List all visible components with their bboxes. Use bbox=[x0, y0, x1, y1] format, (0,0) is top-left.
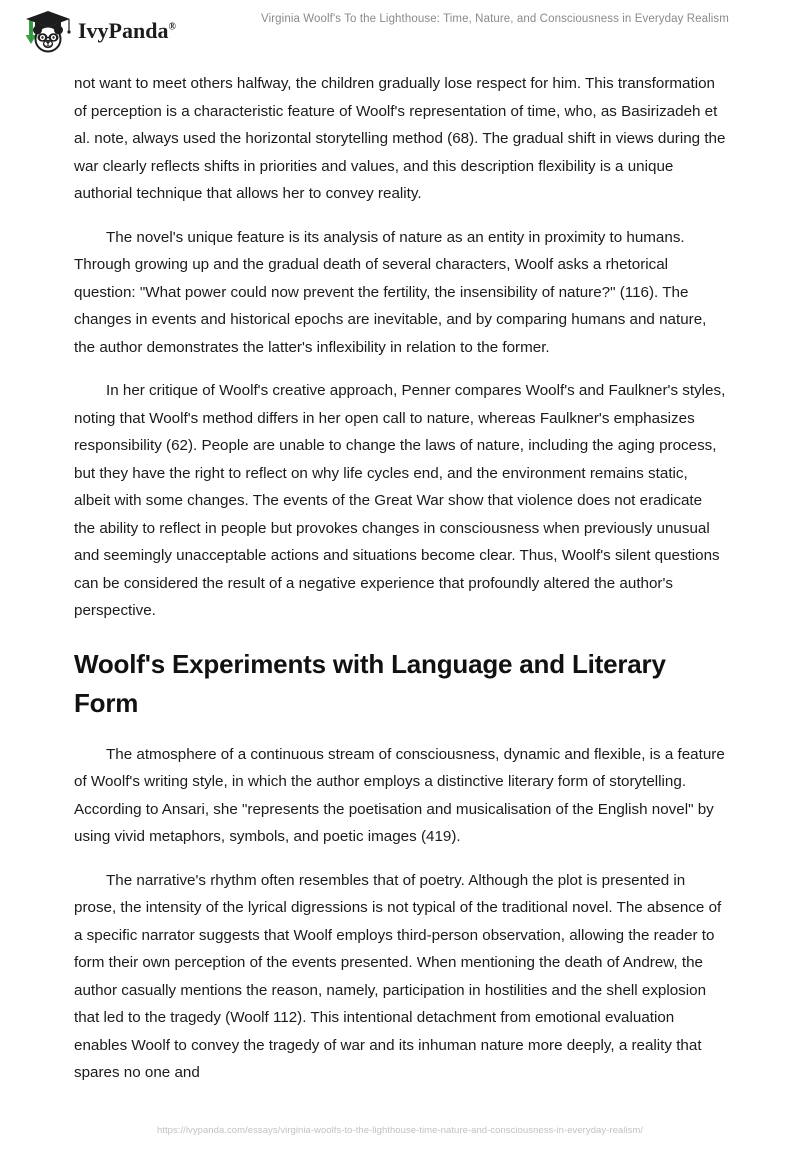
article-body bbox=[74, 70, 726, 1103]
body-paragraph: The narrative's rhythm often resembles that of poetry. Although the plot is presented in prose, the intensity of the lyrical digressions is not typical of the traditional novel. The absence of a specific narrator suggests that Woolf employs third-person observation, allowing the reader to form their own perception of the events presented. When mentioning the death of Andrew, the author casually mentions the reason, namely, participation in hostilities and the shell explosion that led to the tragedy (Woolf 112). This intentional detachment from emotional evaluation enables Woolf to convey the tragedy of war and its inhuman nature more deeply, a reality that spares no one and bbox=[74, 871, 722, 1081]
body-paragraph: The atmosphere of a continuous stream of consciousness, dynamic and flexible, is a feature of Woolf's writing style, in which the author employs a distinctive literary form of storytelling. According to Ansari, she "represents the poetisation and musicalisation of the English novel" by using vivid metaphors, symbols, and poetic images (419). bbox=[74, 745, 725, 845]
document-title: Virginia Woolf's To the Lighthouse: Time, Nature, and Consciousness in Everyday Realism bbox=[261, 13, 729, 25]
brand-name-text: IvyPanda bbox=[78, 18, 169, 43]
body-paragraph: not want to meet others halfway, the children gradually lose respect for him. This transformation of perception is a characteristic feature of Woolf's representation of time, who, as Basirizadeh et al. note, always used the horizontal storytelling method (68). The gradual shift in views during the war clearly reflects shifts in priorities and values, and this description flexibility is a unique authorial technique that allows her to convey reality. bbox=[74, 75, 726, 202]
body-paragraph: The novel's unique feature is its analysis of nature as an entity in proximity to humans. Through growing up and the gradual death of several characters, Woolf asks a rhetorical question: "What power could now prevent the fertility, the insensibility of nature?" (116). The changes in events and historical epochs are inevitable, and by comparing humans and nature, the author demonstrates the latter's inflexibility in relation to the former. bbox=[74, 228, 707, 356]
source-url-link[interactable]: https://ivypanda.com/essays/virginia-woolfs-to-the-lighthouse-time-nature-and-consciousness-in-everyday-realism/ bbox=[156, 1125, 644, 1136]
brand-trademark: ® bbox=[168, 21, 176, 33]
page-header bbox=[0, 0, 800, 62]
page-footer bbox=[0, 1120, 800, 1138]
section-heading: Woolf's Experiments with Language and Literary Form bbox=[74, 648, 666, 718]
body-paragraph: In her critique of Woolf's creative approach, Penner compares Woolf's and Faulkner's styles, noting that Woolf's method differs in her open call to nature, whereas Faulkner's emphasizes responsibility (62). People are unable to change the laws of nature, including the aging process, but they have the right to reflect on why life cycles end, and the environment remains static, albeit with some changes. The events of the Great War show that violence does not eradicate the ability to reflect in people but provokes changes in consciousness when previously unusual and seemingly unacceptable actions and situations become clear. Thus, Woolf's silent questions can be considered the result of a negative experience that profoundly altered the author's perspective. bbox=[74, 382, 726, 619]
